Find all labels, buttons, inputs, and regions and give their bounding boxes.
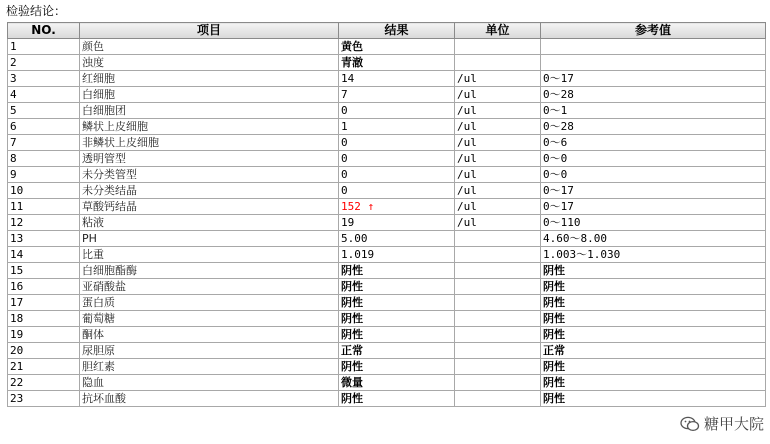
column-header-unit[interactable]: 单位 (455, 23, 541, 39)
row-item-cell: 亚硝酸盐 (80, 279, 339, 295)
row-unit-cell (455, 375, 541, 391)
watermark (680, 413, 764, 434)
row-item-cell: 白细胞团 (80, 103, 339, 119)
table-row (8, 247, 766, 263)
row-no-cell: 7 (8, 135, 80, 151)
row-unit-cell (455, 295, 541, 311)
row-reference-cell: 阴性 (541, 295, 766, 311)
row-result-cell: 微量 (339, 375, 455, 391)
wechat-icon (680, 416, 700, 432)
row-unit-cell (455, 55, 541, 71)
row-unit-cell (455, 311, 541, 327)
row-no-cell: 15 (8, 263, 80, 279)
row-unit-cell (455, 231, 541, 247)
row-item-cell: 草酸钙结晶 (80, 199, 339, 215)
row-result-cell: 152 ↑ (339, 199, 455, 215)
table-row (8, 135, 766, 151)
row-no-cell: 8 (8, 151, 80, 167)
column-header-result[interactable]: 结果 (339, 23, 455, 39)
row-no-cell: 17 (8, 295, 80, 311)
row-result-cell: 阴性 (339, 295, 455, 311)
row-item-cell: 白细胞酯酶 (80, 263, 339, 279)
row-reference-cell: 0～0 (541, 151, 766, 167)
row-reference-cell: 1.003～1.030 (541, 247, 766, 263)
row-reference-cell: 阴性 (541, 263, 766, 279)
table-row (8, 183, 766, 199)
row-reference-cell: 阴性 (541, 279, 766, 295)
row-no-cell: 1 (8, 39, 80, 55)
row-reference-cell: 0～0 (541, 167, 766, 183)
table-row (8, 119, 766, 135)
row-no-cell: 19 (8, 327, 80, 343)
page-title: 检验结论： (6, 4, 67, 18)
row-unit-cell: /ul (455, 151, 541, 167)
row-no-cell: 18 (8, 311, 80, 327)
row-no-cell: 2 (8, 55, 80, 71)
row-no-cell: 20 (8, 343, 80, 359)
row-item-cell: 白细胞 (80, 87, 339, 103)
row-item-cell: 透明管型 (80, 151, 339, 167)
row-item-cell: 隐血 (80, 375, 339, 391)
row-item-cell: 颜色 (80, 39, 339, 55)
row-result-cell: 0 (339, 103, 455, 119)
row-reference-cell (541, 39, 766, 55)
row-unit-cell: /ul (455, 183, 541, 199)
table-row (8, 391, 766, 407)
row-unit-cell: /ul (455, 87, 541, 103)
row-reference-cell: 0～17 (541, 183, 766, 199)
row-no-cell: 22 (8, 375, 80, 391)
row-unit-cell: /ul (455, 167, 541, 183)
row-reference-cell: 阴性 (541, 359, 766, 375)
row-reference-cell: 0～17 (541, 71, 766, 87)
row-result-cell: 阴性 (339, 263, 455, 279)
table-row (8, 167, 766, 183)
row-unit-cell (455, 263, 541, 279)
row-reference-cell: 0～6 (541, 135, 766, 151)
row-item-cell: 抗坏血酸 (80, 391, 339, 407)
row-unit-cell: /ul (455, 71, 541, 87)
row-reference-cell: 0～28 (541, 87, 766, 103)
table-row (8, 151, 766, 167)
table-row (8, 263, 766, 279)
row-item-cell: 粘液 (80, 215, 339, 231)
row-unit-cell (455, 247, 541, 263)
table-row (8, 71, 766, 87)
row-result-cell: 0 (339, 151, 455, 167)
row-result-cell: 正常 (339, 343, 455, 359)
row-unit-cell: /ul (455, 119, 541, 135)
row-reference-cell (541, 55, 766, 71)
table-row (8, 375, 766, 391)
row-reference-cell: 阴性 (541, 391, 766, 407)
row-result-cell: 7 (339, 87, 455, 103)
column-header-no[interactable]: NO. (8, 23, 80, 39)
table-row (8, 327, 766, 343)
row-result-cell: 阴性 (339, 311, 455, 327)
row-result-cell: 5.00 (339, 231, 455, 247)
row-item-cell: 尿胆原 (80, 343, 339, 359)
row-item-cell: 未分类结晶 (80, 183, 339, 199)
row-unit-cell: /ul (455, 199, 541, 215)
table-header-row (8, 23, 766, 39)
row-reference-cell: 0～17 (541, 199, 766, 215)
row-reference-cell: 4.60～8.00 (541, 231, 766, 247)
row-unit-cell: /ul (455, 215, 541, 231)
row-result-cell: 阴性 (339, 327, 455, 343)
table-row (8, 343, 766, 359)
row-result-cell: 阴性 (339, 279, 455, 295)
row-unit-cell (455, 327, 541, 343)
table-row (8, 199, 766, 215)
table-row (8, 87, 766, 103)
row-no-cell: 23 (8, 391, 80, 407)
table-row (8, 215, 766, 231)
row-reference-cell: 阴性 (541, 311, 766, 327)
row-result-cell: 0 (339, 135, 455, 151)
row-result-cell: 0 (339, 183, 455, 199)
row-no-cell: 13 (8, 231, 80, 247)
row-no-cell: 14 (8, 247, 80, 263)
row-result-cell: 黄色 (339, 39, 455, 55)
row-unit-cell: /ul (455, 135, 541, 151)
row-result-cell: 1.019 (339, 247, 455, 263)
row-item-cell: 浊度 (80, 55, 339, 71)
column-header-item[interactable]: 项目 (80, 23, 339, 39)
row-reference-cell: 阴性 (541, 375, 766, 391)
table-row (8, 39, 766, 55)
row-reference-cell: 0～1 (541, 103, 766, 119)
row-item-cell: 鳞状上皮细胞 (80, 119, 339, 135)
row-reference-cell: 0～28 (541, 119, 766, 135)
row-unit-cell (455, 39, 541, 55)
row-unit-cell (455, 279, 541, 295)
lab-results-table (7, 22, 766, 407)
row-item-cell: 未分类管型 (80, 167, 339, 183)
row-result-cell: 青澈 (339, 55, 455, 71)
row-item-cell: 蛋白质 (80, 295, 339, 311)
table-row (8, 231, 766, 247)
row-reference-cell: 正常 (541, 343, 766, 359)
row-no-cell: 12 (8, 215, 80, 231)
row-result-cell: 阴性 (339, 359, 455, 375)
table-row (8, 103, 766, 119)
row-item-cell: 葡萄糖 (80, 311, 339, 327)
table-row (8, 279, 766, 295)
row-no-cell: 6 (8, 119, 80, 135)
watermark-text: 糖甲大院 (703, 415, 764, 433)
row-no-cell: 9 (8, 167, 80, 183)
row-unit-cell (455, 391, 541, 407)
row-no-cell: 10 (8, 183, 80, 199)
row-result-cell: 1 (339, 119, 455, 135)
table-row (8, 295, 766, 311)
column-header-reference[interactable]: 参考值 (541, 23, 766, 39)
row-no-cell: 16 (8, 279, 80, 295)
row-no-cell: 21 (8, 359, 80, 375)
row-result-cell: 19 (339, 215, 455, 231)
row-result-cell: 0 (339, 167, 455, 183)
table-row (8, 311, 766, 327)
row-no-cell: 5 (8, 103, 80, 119)
row-no-cell: 11 (8, 199, 80, 215)
row-result-cell: 阴性 (339, 391, 455, 407)
table-row (8, 55, 766, 71)
table-row (8, 359, 766, 375)
row-unit-cell (455, 343, 541, 359)
row-reference-cell: 阴性 (541, 327, 766, 343)
row-reference-cell: 0～110 (541, 215, 766, 231)
row-item-cell: 红细胞 (80, 71, 339, 87)
row-item-cell: 非鳞状上皮细胞 (80, 135, 339, 151)
row-no-cell: 3 (8, 71, 80, 87)
row-item-cell: 酮体 (80, 327, 339, 343)
row-no-cell: 4 (8, 87, 80, 103)
row-item-cell: 胆红素 (80, 359, 339, 375)
row-result-cell: 14 (339, 71, 455, 87)
row-item-cell: 比重 (80, 247, 339, 263)
row-unit-cell: /ul (455, 103, 541, 119)
row-item-cell: PH (80, 231, 339, 247)
row-unit-cell (455, 359, 541, 375)
